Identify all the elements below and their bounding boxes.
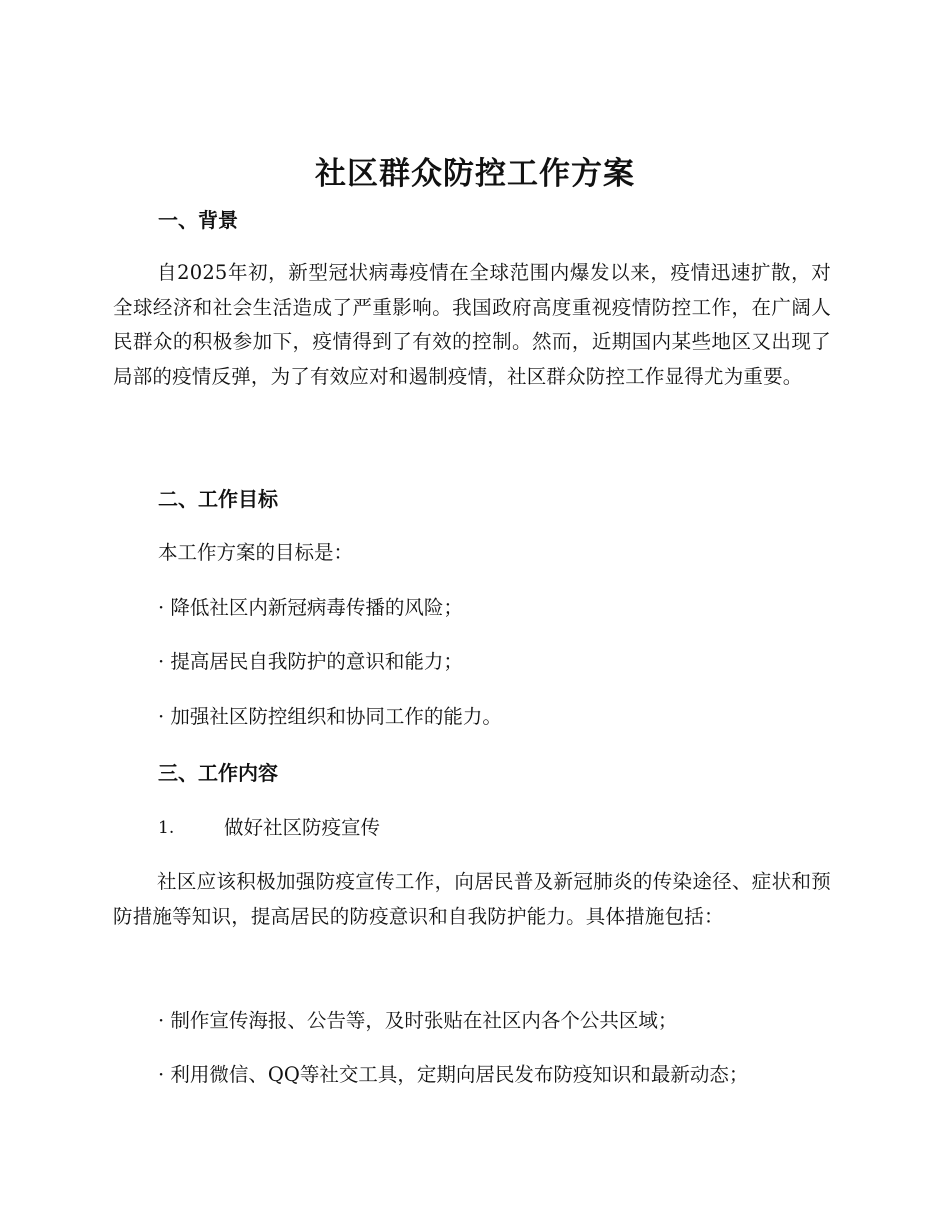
content-bullet: · 利用微信、QQ等社交工具，定期向居民发布防疫知识和最新动态； (158, 1063, 749, 1086)
document-title: 社区群众防控工作方案 (315, 156, 635, 192)
item-number: 1. (158, 818, 175, 838)
goal-bullet: · 提高居民自我防护的意识和能力； (158, 650, 463, 673)
content-paragraph: 社区应该积极加强防疫宣传工作，向居民普及新冠肺炎的传染途径、症状和预防措施等知识，提高居民的防疫意识和自我防护能力。具体措施包括： (113, 870, 831, 928)
goal-bullet: · 加强社区防控组织和协同工作的能力。 (158, 705, 502, 728)
content-bullet: · 制作宣传海报、公告等，及时张贴在社区内各个公共区域； (158, 1009, 678, 1032)
item-title: 做好社区防疫宣传 (224, 816, 381, 839)
section-heading-background: 一、背景 (158, 208, 238, 232)
background-paragraph: 自2025年初，新型冠状病毒疫情在全球范围内爆发以来，疫情迅速扩散，对全球经济和社会生活造成了严重影响。我国政府高度重视疫情防控工作，在广阔人民群众的积极参加下，疫情得到了有效的控制。然而，近期国内某些地区又出现了局部的疫情反弹，为了有效应对和遏制疫情，社区群众防控工作显得尤为重要。 (113, 261, 831, 388)
goal-bullet: · 降低社区内新冠病毒传播的风险； (158, 596, 463, 619)
section-heading-goals: 二、工作目标 (158, 487, 278, 511)
section-heading-content: 三、工作内容 (158, 761, 278, 785)
goals-intro: 本工作方案的目标是： (158, 541, 354, 564)
